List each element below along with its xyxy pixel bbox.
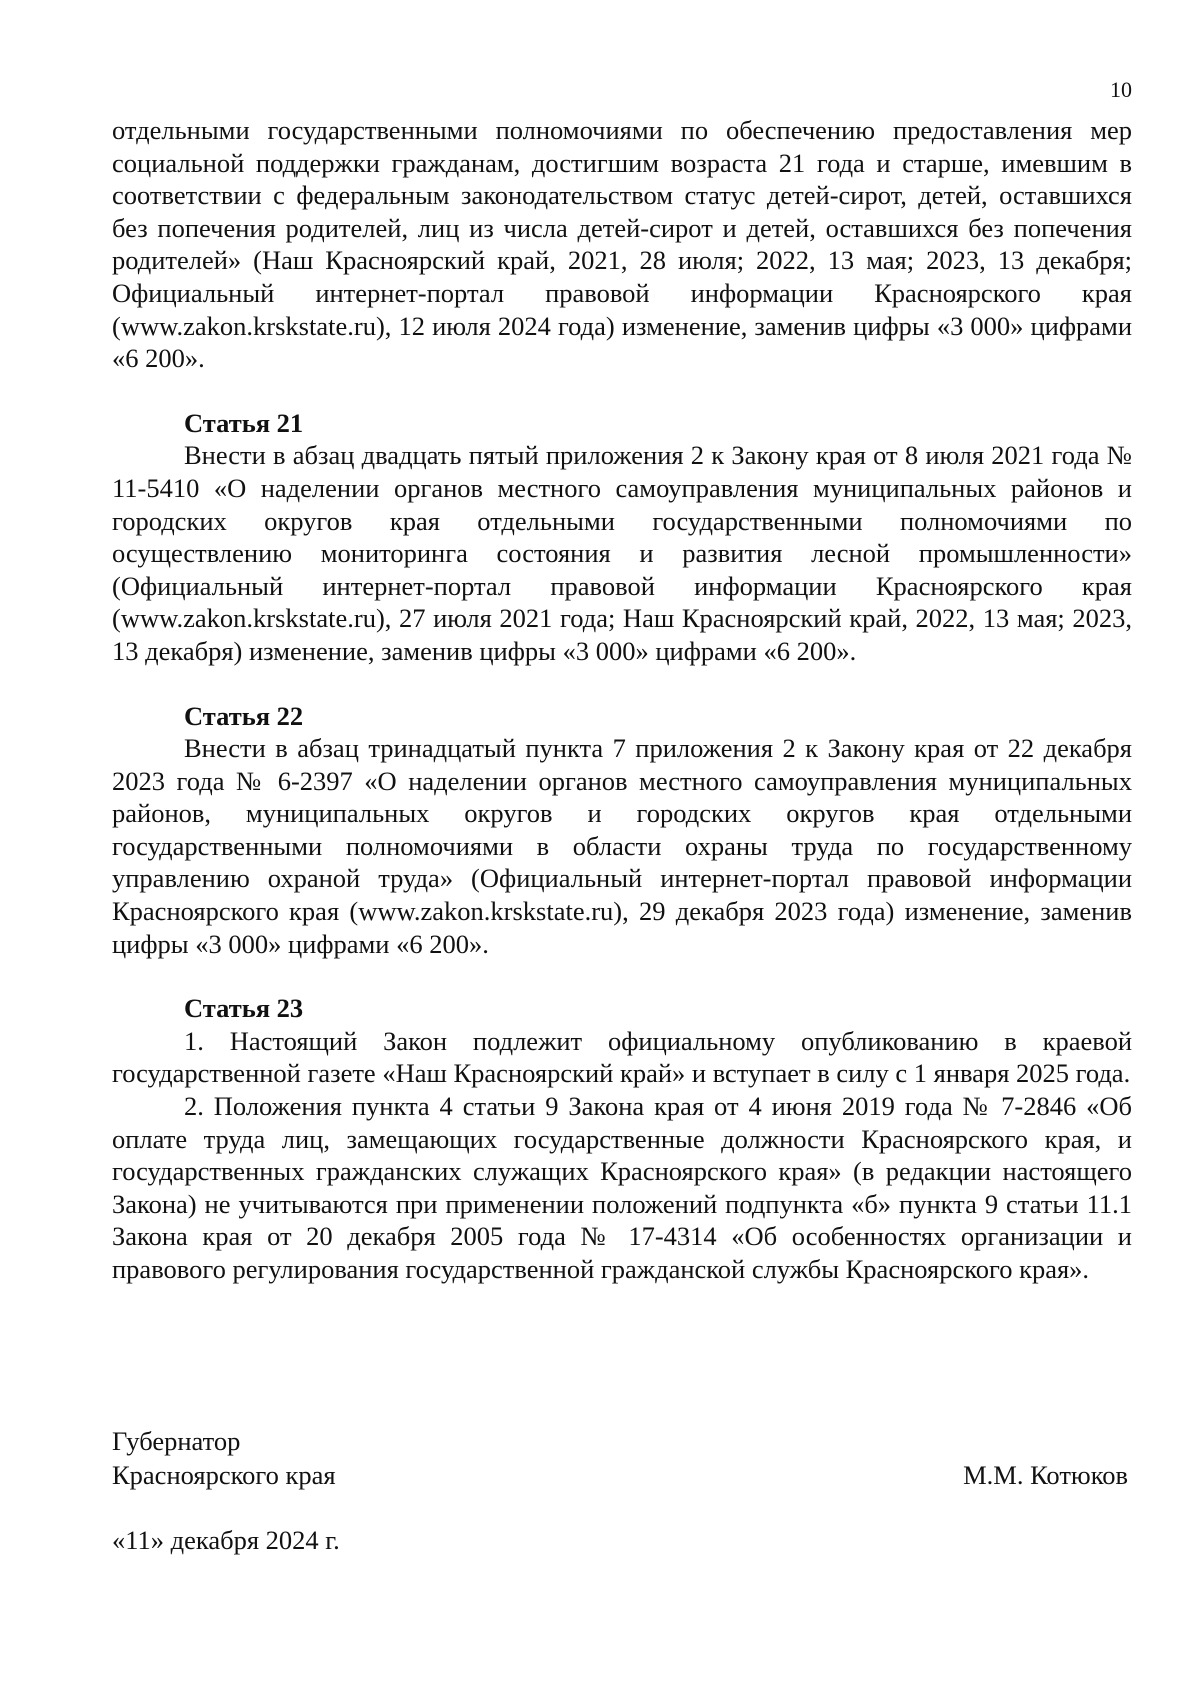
article-heading: Статья 23 (184, 993, 304, 1024)
document-body (112, 114, 1132, 1286)
signatory-region: Красноярского края (112, 1460, 336, 1490)
signature-row (112, 1458, 1132, 1492)
signatory-title: Губернатор (112, 1426, 241, 1456)
article-22 (112, 700, 1132, 961)
page-number: 10 (1110, 77, 1132, 102)
article-paragraph: Внести в абзац двадцать пятый приложения 2 к Закону края от 8 июля 2021 года № 11-5410 «О наделении органов местного самоуправления муниципальных районов и городских округов края отдельными государственными полномочиями по осуществлению мониторинга состояния и развития лесной промышленности» (Официальный интернет-портал правовой информации Красноярского края (www.zakon.krskstate.ru), 27 июля 2021 года; Наш Красноярский край, 2022, 13 мая; 2023, 13 декабря) изменение, заменив цифры «3 000» цифрами «6 200». (112, 440, 1132, 666)
article-23 (112, 992, 1132, 1285)
article-heading: Статья 22 (184, 700, 304, 731)
article-heading: Статья 21 (184, 407, 304, 438)
article-paragraph: Внести в абзац тринадцатый пункта 7 приложения 2 к Закону края от 22 декабря 2023 года № 6-2397 «О наделении органов местного самоуправления муниципальных районов, муниципальных округов и городских округов края отдельными государственными полномочиями в области охраны труда по государственному управлению охраной труда» (Официальный интернет-портал правовой информации Красноярского края (www.zakon.krskstate.ru), 29 декабря 2023 года) изменение, заменив цифры «3 000» цифрами «6 200». (112, 733, 1132, 959)
article-paragraph: 2. Положения пункта 4 статьи 9 Закона края от 4 июня 2019 года № 7-2846 «Об оплате труда лиц, замещающих государственные должности Красноярского края, и государственных гражданских служащих Красноярского края» (в редакции настоящего Закона) не учитываются при применении положений подпункта «б» пункта 9 статьи 11.1 Закона края от 20 декабря 2005 года № 17-4314 «Об особенностях организации и правового регулирования государственной гражданской службы Красноярского края». (112, 1091, 1132, 1284)
signatory-name: М.М. Котюков (963, 1460, 1128, 1490)
signature-block (112, 1424, 1132, 1492)
intro-paragraph: отдельными государственными полномочиями по обеспечению предоставления мер социальной поддержки гражданам, достигшим возраста 21 года и старше, имевшим в соответствии с федеральным законодательством статус детей-сирот, детей, оставшихся без попечения родителей, лиц из числа детей-сирот и детей, оставшихся без попечения родителей» (Наш Красноярский край, 2021, 28 июля; 2022, 13 мая; 2023, 13 декабря; Официальный интернет-портал правовой информации Красноярского края (www.zakon.krskstate.ru), 12 июля 2024 года) изменение, заменив цифры «3 000» цифрами «6 200». (112, 115, 1132, 374)
article-paragraph: 1. Настоящий Закон подлежит официальному опубликованию в краевой государственной газете «Наш Красноярский край» и вступает в силу с 1 января 2025 года. (112, 1025, 1132, 1089)
article-21 (112, 407, 1132, 668)
signing-date: «11» декабря 2024 г. (112, 1525, 340, 1555)
